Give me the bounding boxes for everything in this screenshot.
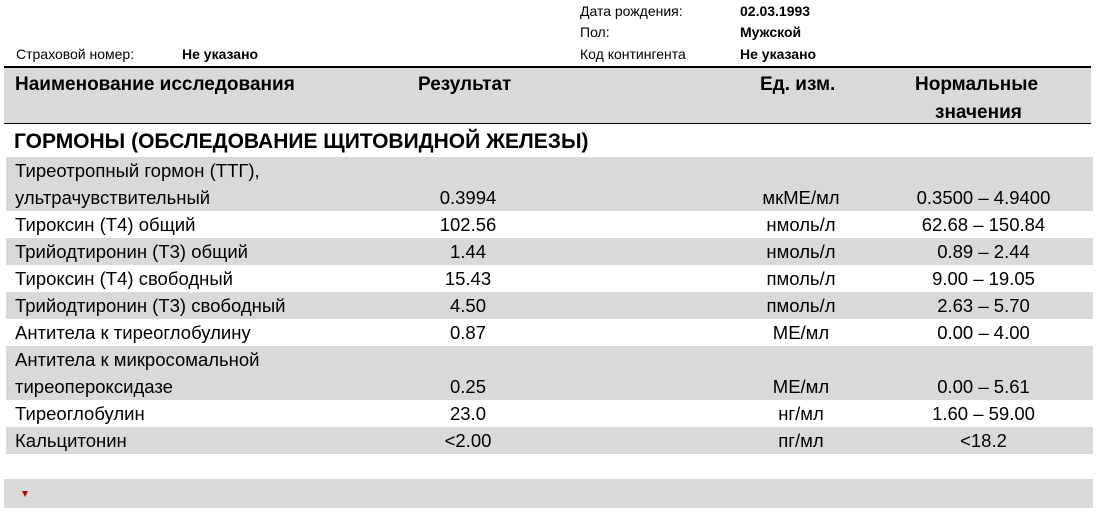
test-norm: 1.60 – 59.00 [932, 403, 1035, 424]
header-norm-line2: значения [935, 102, 1022, 123]
table-row [6, 346, 1093, 400]
test-name: Антитела к микросомальной тиреопероксидазе [15, 349, 260, 397]
red-marker-icon [22, 491, 28, 497]
test-unit: МЕ/мл [772, 376, 830, 397]
test-result: 0.3994 [439, 187, 497, 208]
test-name: Кальцитонин [15, 430, 127, 451]
test-norm: 0.89 – 2.44 [937, 241, 1030, 262]
test-unit: пг/мл [778, 430, 824, 451]
test-name: Тиреотропный гормон (ТТГ), ультрачувствительный [15, 160, 260, 208]
test-result: 1.44 [449, 241, 486, 262]
table-row [6, 400, 1093, 427]
dob-value: 02.03.1993 [740, 3, 811, 19]
header-norm-line1: Нормальные [915, 74, 1039, 95]
test-result: 23.0 [449, 403, 486, 424]
test-norm: 0.00 – 4.00 [937, 322, 1030, 343]
table-row [6, 319, 1093, 346]
test-unit: нг/мл [778, 403, 824, 424]
insurance-value: Не указано [182, 46, 259, 62]
test-result: <2.00 [444, 430, 492, 451]
dob-label: Дата рождения: [580, 3, 683, 19]
footer-bar [4, 479, 1093, 508]
table-row [6, 265, 1093, 292]
contingent-label: Код контингента [580, 46, 686, 62]
test-name: Антитела к тиреоглобулину [15, 322, 251, 343]
table-row [6, 427, 1093, 454]
test-unit: пмоль/л [766, 295, 836, 316]
test-norm: 62.68 – 150.84 [921, 214, 1046, 235]
test-unit: нмоль/л [766, 241, 836, 262]
test-norm: 0.3500 – 4.9400 [916, 187, 1051, 208]
test-name: Тироксин (Т4) свободный [15, 268, 233, 289]
test-unit: нмоль/л [766, 214, 836, 235]
test-result: 4.50 [449, 295, 486, 316]
table-row [6, 238, 1093, 265]
sex-value: Мужской [740, 24, 802, 40]
table-row [6, 211, 1093, 238]
test-result: 15.43 [444, 268, 492, 289]
test-unit: МЕ/мл [772, 322, 830, 343]
header-unit: Ед. изм. [760, 74, 836, 95]
test-norm: 9.00 – 19.05 [932, 268, 1035, 289]
sex-label: Пол: [580, 24, 610, 40]
table-header [4, 66, 1091, 124]
test-unit: пмоль/л [766, 268, 836, 289]
test-norm: <18.2 [960, 430, 1007, 451]
test-name: Трийодтиронин (Т3) свободный [15, 295, 286, 316]
test-name: Тироксин (Т4) общий [15, 214, 196, 235]
test-result: 0.25 [449, 376, 486, 397]
test-name: Трийодтиронин (Т3) общий [15, 241, 249, 262]
test-norm: 2.63 – 5.70 [937, 295, 1030, 316]
contingent-value: Не указано [740, 46, 817, 62]
test-result: 102.56 [439, 214, 497, 235]
results-table [6, 157, 1093, 454]
table-row [6, 292, 1093, 319]
header-result: Результат [418, 74, 512, 95]
test-unit: мкМЕ/мл [762, 187, 840, 208]
insurance-label: Страховой номер: [16, 46, 135, 62]
table-row [6, 157, 1093, 211]
section-title: ГОРМОНЫ (ОБСЛЕДОВАНИЕ ЩИТОВИДНОЙ ЖЕЛЕЗЫ) [14, 130, 589, 153]
header-name: Наименование исследования [15, 74, 295, 95]
test-norm: 0.00 – 5.61 [937, 376, 1030, 397]
test-name: Тиреоглобулин [15, 403, 145, 424]
test-result: 0.87 [449, 322, 486, 343]
